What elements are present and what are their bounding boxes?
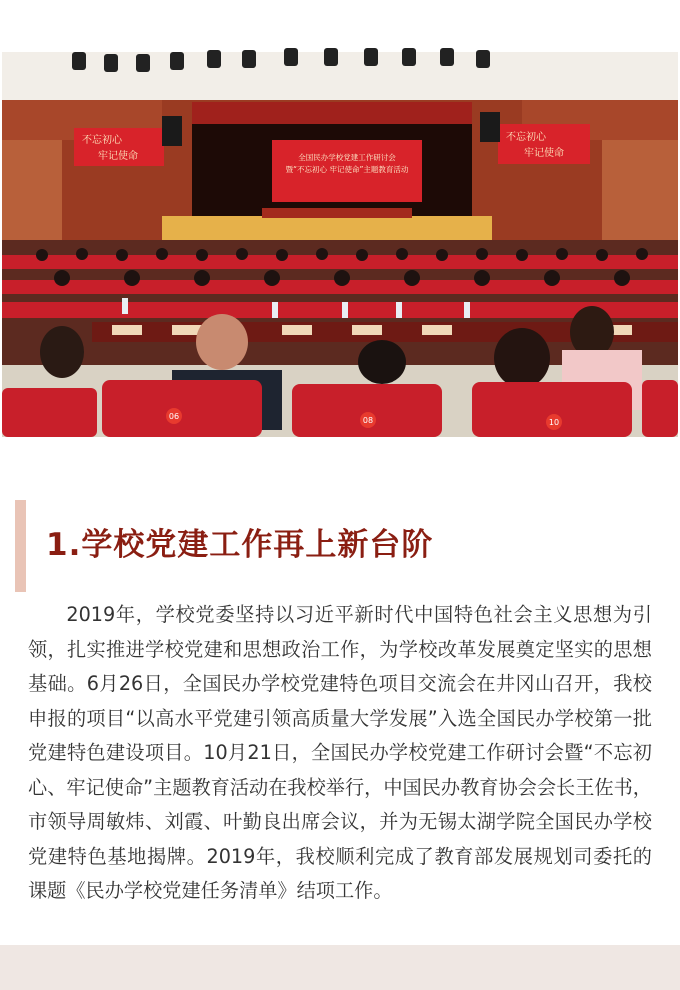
seat-number-08: 08 [362,416,374,425]
main-screen-line-2: 暨“不忘初心 牢记使命”主题教育活动 [285,165,409,174]
footer-band [0,945,680,990]
content-section [0,437,680,945]
left-screen-text: 不忘初心 [82,135,122,146]
section-paragraph: 2019年，学校党委坚持以习近平新时代中国特色社会主义思想为引领，扎实推进学校党建和思想政治工作，为学校改革发展奠定坚实的思想基础。6月26日，全国民办学校党建特色项目交流会在井冈山召开，我校申报的项目“以高水平党建引领高质量大学发展”入选全国民办学校第一批党建特色建设项目。10月21日，全国民办学校党建工作研讨会暨“不忘初心、牢记使命”主题教育活动在我校举行，中国民办教育协会会长王佐书，市领导周敏炜、刘霞、叶勤良出席会议，并为无锡太湖学院全国民办学校党建特色基地揭牌。2019年，我校顺利完成了教育部发展规划司委托的课题《民办学校党建任务清单》结项工作。 [28,603,652,903]
main-screen-line-1: 全国民办学校党建工作研讨会 [298,153,396,162]
seat-number-10: 10 [548,418,560,427]
section-heading: 1.学校党建工作再上新台阶 [46,527,434,563]
seat-number-06: 06 [168,412,180,421]
heading-accent-bar [15,500,26,592]
right-screen-text-2: 牢记使命 [524,148,564,159]
right-screen-text: 不忘初心 [506,132,546,143]
conference-hall-illustration [2,40,678,437]
left-screen-text-2: 牢记使命 [98,151,138,162]
conference-hall-photo [2,40,678,437]
